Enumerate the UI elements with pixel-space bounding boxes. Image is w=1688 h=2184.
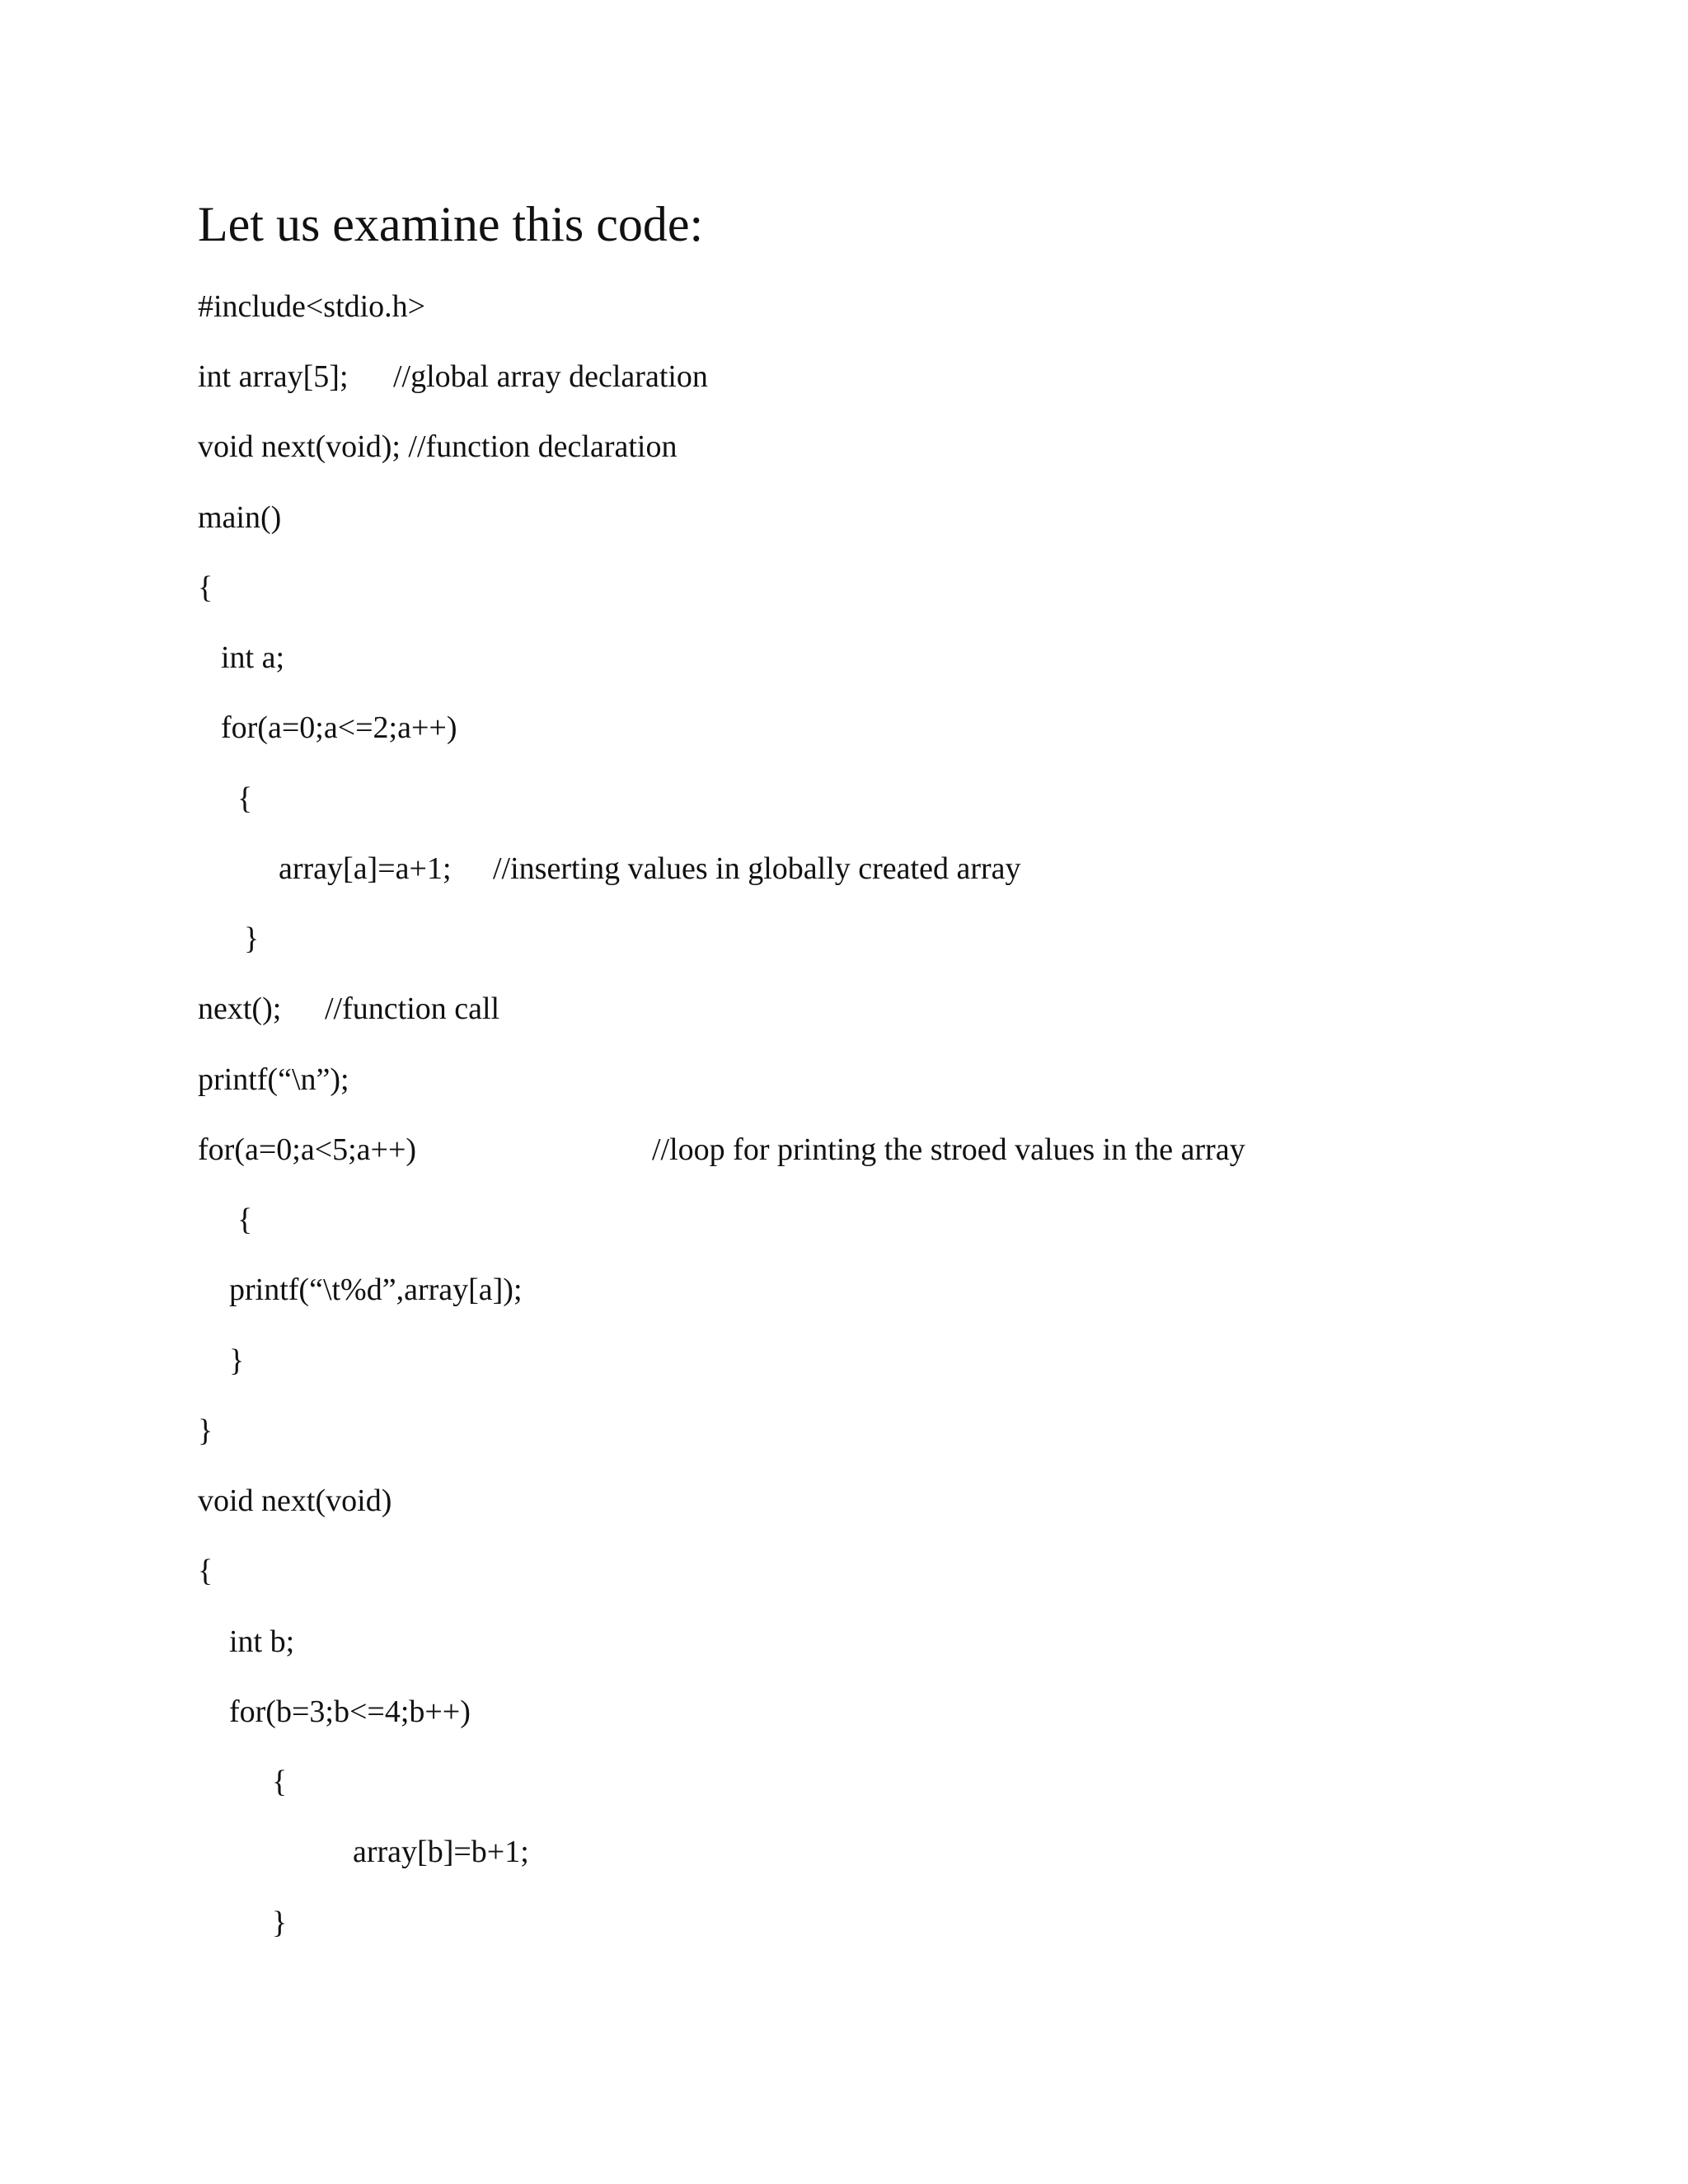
code-line-22: { (272, 1765, 288, 1799)
code-comment-9: //inserting values in globally created array (493, 851, 1021, 886)
code-line-2: int array[5]; (198, 359, 349, 394)
code-line-16: } (229, 1343, 245, 1378)
code-line-8: { (237, 781, 253, 816)
code-line-11: next(); (198, 991, 282, 1026)
code-line-5: { (198, 570, 213, 605)
code-line-12: printf(“\n”); (198, 1062, 349, 1097)
code-line-21: for(b=3;b<=4;b++) (229, 1694, 471, 1729)
code-line-9: array[a]=a+1; (279, 851, 452, 886)
code-line-24: } (272, 1905, 288, 1940)
code-line-6: int a; (221, 640, 285, 675)
code-comment-11: //function call (325, 991, 500, 1026)
code-line-23: array[b]=b+1; (353, 1835, 529, 1869)
code-line-20: int b; (229, 1624, 295, 1659)
page-heading: Let us examine this code: (198, 197, 704, 251)
code-comment-13: //loop for printing the stroed values in the array (652, 1132, 1245, 1167)
code-line-15: printf(“\t%d”,array[a]); (229, 1272, 523, 1307)
code-line-7: for(a=0;a<=2;a++) (221, 710, 457, 745)
code-line-18: void next(void) (198, 1483, 392, 1518)
code-line-17: } (198, 1413, 213, 1448)
code-line-10: } (244, 921, 260, 956)
code-line-13: for(a=0;a<5;a++) (198, 1132, 417, 1167)
code-line-4: main() (198, 500, 282, 535)
code-line-19: { (198, 1554, 213, 1588)
code-line-1: #include<stdio.h> (198, 289, 426, 324)
code-line-3: void next(void); //function declaration (198, 429, 678, 464)
code-line-14: { (237, 1202, 253, 1237)
code-comment-2: //global array declaration (393, 359, 708, 394)
